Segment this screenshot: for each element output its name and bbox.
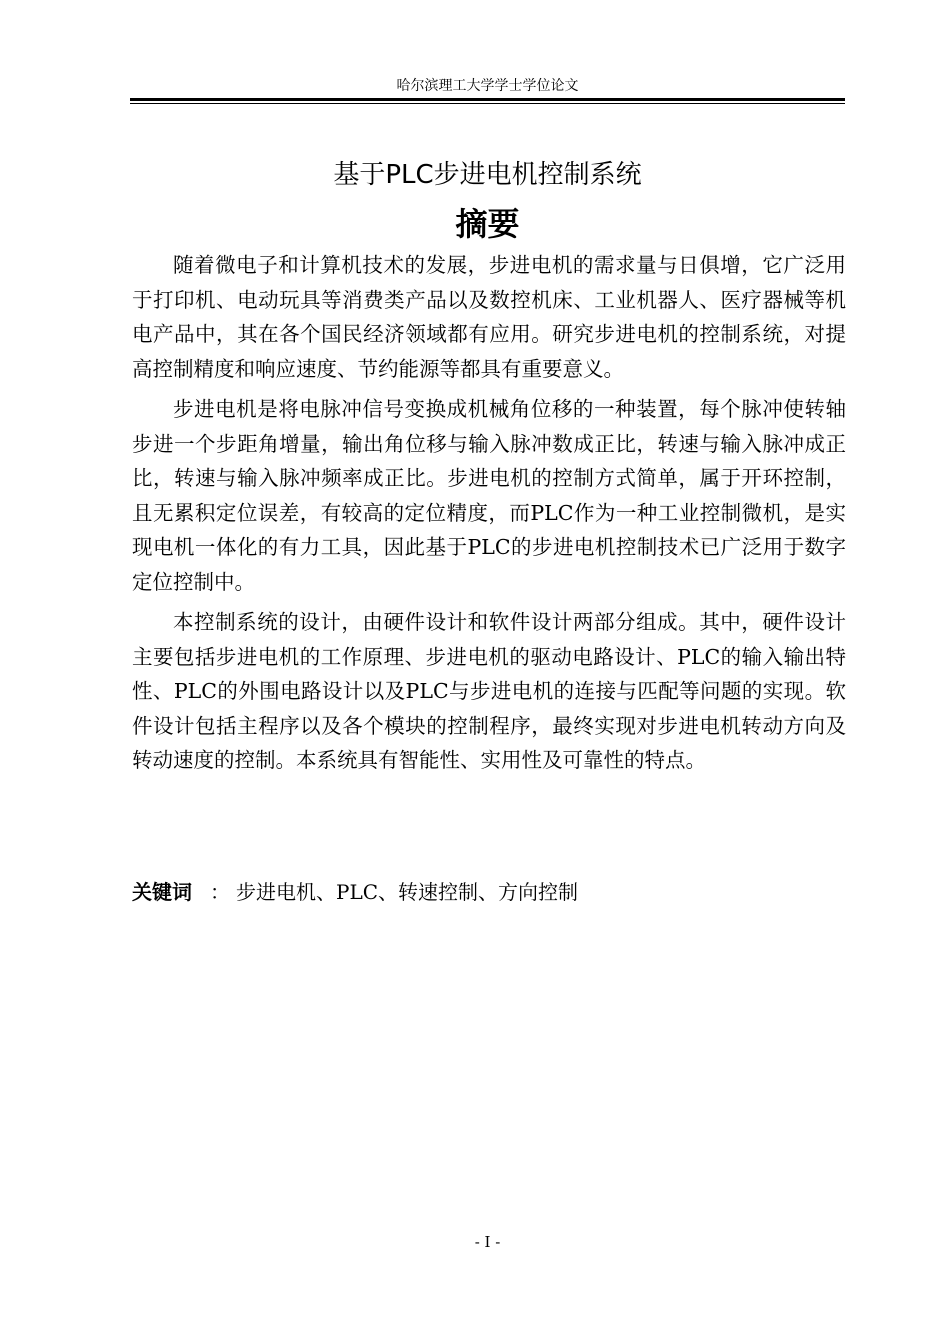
header-rule-thick (130, 98, 845, 101)
abstract-body (132, 248, 846, 784)
abstract-paragraph-2: 步进电机是将电脉冲信号变换成机械角位移的一种装置，每个脉冲使转轴步进一个步距角增量，输出角位移与输入脉冲数成正比，转速与输入脉冲成正比，转速与输入脉冲频率成正比。步进电机的控制方式简单，属于开环控制，且无累积定位误差，有较高的定位精度，而PLC作为一种工业控制微机，是实现电机一体化的有力工具，因此基于PLC的步进电机控制技术已广泛用于数字定位控制中。 (132, 397, 846, 594)
abstract-paragraph-3: 本控制系统的设计，由硬件设计和软件设计两部分组成。其中，硬件设计主要包括步进电机的工作原理、步进电机的驱动电路设计、PLC的输入输出特性、PLC的外围电路设计以及PLC与步进电机的连接与匹配等问题的实现。软件设计包括主程序以及各个模块的控制程序，最终实现对步进电机转动方向及转动速度的控制。本系统具有智能性、实用性及可靠性的特点。 (132, 610, 846, 772)
page-number: - I - (474, 1233, 501, 1251)
keywords-separator: ： (210, 880, 230, 904)
running-header: 哈尔滨理工大学学士学位论文 (396, 78, 579, 94)
keywords-label: 关键词 (132, 880, 192, 904)
keywords-line (132, 876, 846, 908)
abstract-paragraph-1: 随着微电子和计算机技术的发展，步进电机的需求量与日俱增，它广泛用于打印机、电动玩具等消费类产品以及数控机床、工业机器人、医疗器械等机电产品中，其在各个国民经济领域都有应用。研究步进电机的控制系统，对提高控制精度和响应速度、节约能源等都具有重要意义。 (132, 253, 846, 381)
abstract-heading: 摘要 (455, 205, 520, 243)
document-title: 基于PLC步进电机控制系统 (333, 160, 642, 190)
header-rule-thin (130, 103, 845, 104)
keywords-value: 步进电机、PLC、转速控制、方向控制 (236, 880, 579, 904)
